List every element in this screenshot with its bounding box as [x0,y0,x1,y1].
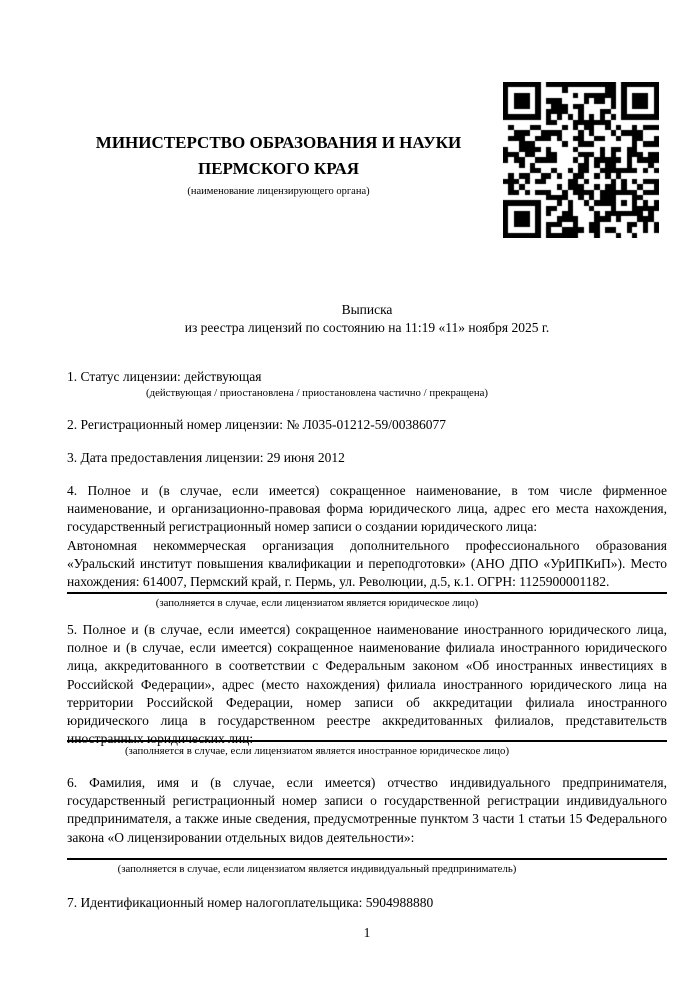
licensing-authority-caption: (наименование лицензирующего органа) [187,186,370,197]
individual-entrepreneur-rule [67,858,667,860]
license-status-options-caption: (действующая / приостановлена / приостановлена частично / прекращена) [146,387,488,399]
legal-entity-label: 4. Полное и (в случае, если имеется) сокращенное наименование, в том числе фирменное наименование, и организационно-правовая форма юридического лица, адрес его места нахождения, государственный регистрационный номер записи о создании юридического лица: [67,483,667,535]
page-number: 1 [363,925,371,940]
taxpayer-id-line: 7. Идентификационный номер налогоплательщика: 5904988880 [67,895,434,910]
license-grant-date-line: 3. Дата предоставления лицензии: 29 июня 2012 [67,450,345,465]
legal-entity-section [67,482,667,591]
ministry-name-line2: ПЕРМСКОГО КРАЯ [197,159,360,178]
document-title-line2: из реестра лицензий по состоянию на 11:19 «11» ноября 2025 г. [184,320,550,336]
foreign-entity-rule [67,740,667,742]
legal-entity-rule-caption: (заполняется в случае, если лицензиатом является юридическое лицо) [155,597,479,609]
license-registration-number-line: 2. Регистрационный номер лицензии: № Л035-01212-59/00386077 [67,417,447,432]
legal-entity-rule [67,592,667,594]
document-title-line1: Выписка [341,302,393,317]
ministry-name-line1: МИНИСТЕРСТВО ОБРАЗОВАНИЯ И НАУКИ [95,133,462,152]
individual-entrepreneur-rule-caption: (заполняется в случае, если лицензиатом является индивидуальный предприниматель) [117,863,517,875]
foreign-entity-section: 5. Полное и (в случае, если имеется) сокращенное наименование иностранного юридического лица, полное и (в случае, если имеется) сокращенное наименование филиала иностранного юридического лица, аккредитованного в соответствии с Федеральным законом «Об иностранных инвестициях в Российской Федерации», адрес (место нахождения) филиала иностранного юридического лица на территории Российской Федерации, номер записи об аккредитации филиала иностранного юридического лица в государственном реестре аккредитованных филиалов, представительств иностранных юридических лиц: [67,622,667,747]
qr-code-icon [503,82,659,238]
individual-entrepreneur-section: 6. Фамилия, имя и (в случае, если имеется) отчество индивидуального предпринимателя, государственный регистрационный номер записи о государственной регистрации индивидуального предпринимателя, а также иные сведения, предусмотренные пунктом 3 части 1 статьи 15 Федерального закона «О лицензировании отдельных видов деятельности»: [67,775,667,845]
legal-entity-value: Автономная некоммерческая организация дополнительного профессионального образования «Уральский институт повышения квалификации и переподготовки» (АНО ДПО «УрИПКиП»). Место нахождения: 614007, Пермский край, г. Пермь, ул. Революции, д.5, к.1. ОГРН: 1125900001182. [67,537,667,590]
foreign-entity-rule-caption: (заполняется в случае, если лицензиатом является иностранное юридическое лицо) [124,745,510,757]
licensing-authority-header [67,130,490,198]
license-status-line: 1. Статус лицензии: действующая [67,369,262,384]
document-title [67,301,667,337]
